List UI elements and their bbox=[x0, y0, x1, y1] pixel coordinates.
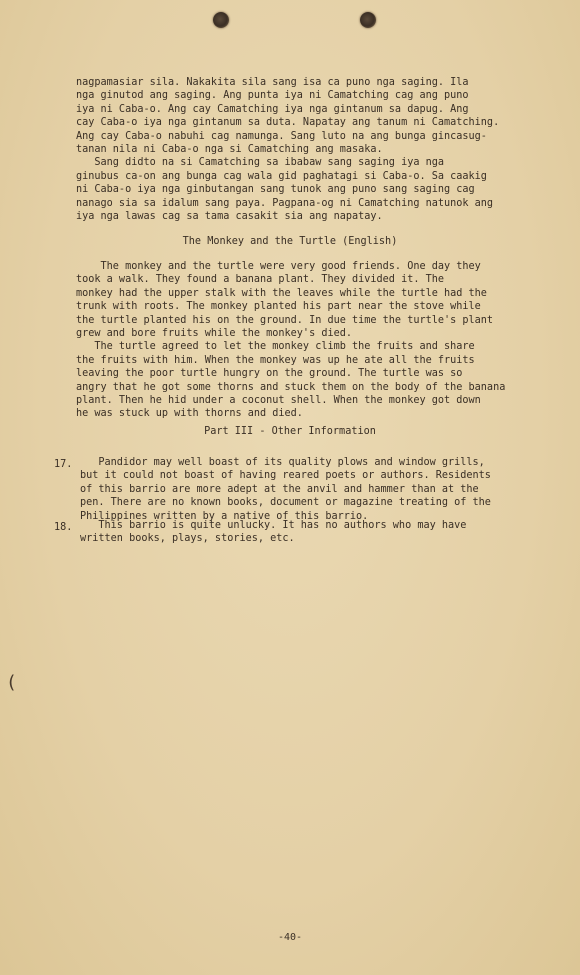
text-line: Ang cay Caba-o nabuhi cag namunga. Sang luto na ang bunga gincasug- bbox=[76, 130, 487, 142]
text-line: tanan nila ni Caba-o nga si Camatching ang masaka. bbox=[76, 144, 383, 156]
text-line: he was stuck up with thorns and died. bbox=[76, 408, 303, 420]
text-line: cay Caba-o iya nga gintanum sa duta. Napatay ang tanum ni Camatching. bbox=[76, 117, 500, 129]
text-line: of this barrio are more adept at the anvil and hammer than at the bbox=[80, 483, 479, 495]
item-18-text bbox=[80, 519, 466, 546]
item-18-number: 18. bbox=[54, 522, 73, 533]
text-line: The monkey and the turtle were very good friends. One day they bbox=[76, 261, 481, 272]
text-line: but it could not boast of having reared poets or authors. Residents bbox=[80, 470, 491, 482]
english-story-paragraph bbox=[76, 260, 505, 421]
story-title: The Monkey and the Turtle (English) bbox=[182, 236, 398, 247]
text-line: written books, plays, stories, etc. bbox=[80, 533, 295, 545]
text-line: Philippines written by a native of this barrio. bbox=[80, 510, 369, 522]
section-title: Part III - Other Information bbox=[204, 426, 376, 437]
text-line: ginubus ca-on ang bunga cag wala gid paghatagi si Caba-o. Sa caakig bbox=[76, 170, 487, 182]
text-line: This barrio is quite unlucky. It has no authors who may have bbox=[80, 520, 467, 531]
binding-hole-right bbox=[360, 12, 376, 28]
text-line: trunk with roots. The monkey planted his part near the stove while bbox=[76, 301, 481, 313]
text-line: angry that he got some thorns and stuck them on the body of the banana bbox=[76, 381, 506, 393]
margin-mark: ( bbox=[6, 672, 17, 693]
item-17-text bbox=[80, 456, 491, 523]
text-line: nagpamasiar sila. Nakakita sila sang isa ca puno nga saging. Ila bbox=[76, 77, 469, 88]
text-line: Sang didto na si Camatching sa ibabaw sang saging iya nga bbox=[76, 157, 445, 169]
text-line: the turtle planted his on the ground. In due time the turtle's plant bbox=[76, 314, 494, 326]
text-line: iya nga lawas cag sa tama casakit sia ang napatay. bbox=[76, 211, 383, 223]
text-line: nanago sia sa idalum sang paya. Pagpana-og ni Camatching natunok ang bbox=[76, 197, 494, 209]
text-line: the fruits with him. When the monkey was up he ate all the fruits bbox=[76, 354, 475, 366]
text-line: Pandidor may well boast of its quality plows and window grills, bbox=[80, 457, 485, 468]
binding-hole-left bbox=[213, 12, 229, 28]
text-line: grew and bore fruits while the monkey's died. bbox=[76, 328, 353, 340]
text-line: ni Caba-o iya nga ginbutangan sang tunok ang puno sang saging cag bbox=[76, 184, 475, 196]
text-line: monkey had the upper stalk with the leaves while the turtle had the bbox=[76, 287, 487, 299]
text-line: nga ginutod ang saging. Ang punta iya ni Camatching cag ang puno bbox=[76, 90, 469, 102]
text-line: leaving the poor turtle hungry on the ground. The turtle was so bbox=[76, 368, 463, 380]
text-line: pen. There are no known books, document or magazine treating of the bbox=[80, 497, 491, 509]
text-line: took a walk. They found a banana plant. They divided it. The bbox=[76, 274, 445, 286]
text-line: plant. Then he hid under a coconut shell. When the monkey got down bbox=[76, 395, 481, 407]
item-17-number: 17. bbox=[54, 459, 73, 470]
text-line: iya ni Caba-o. Ang cay Camatching iya nga gintanum sa dapug. Ang bbox=[76, 103, 469, 115]
tagalog-story-paragraph bbox=[76, 76, 499, 223]
page-number: -40- bbox=[277, 932, 303, 943]
text-line: The turtle agreed to let the monkey climb the fruits and share bbox=[76, 341, 475, 353]
